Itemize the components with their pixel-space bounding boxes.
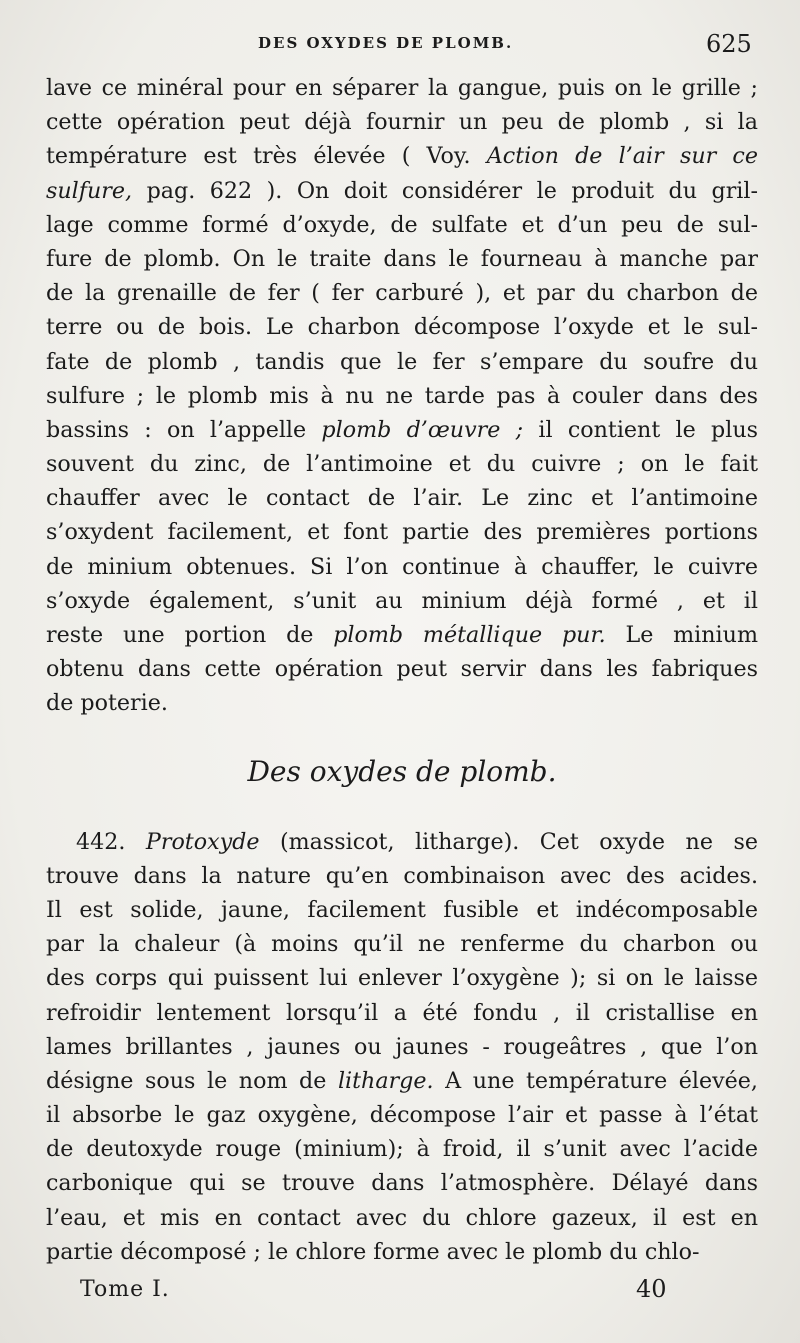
text-line: Il est solide, jaune, facilement fusible et indécomposable bbox=[46, 896, 758, 923]
text-line bbox=[46, 618, 758, 652]
running-title: DES OXYDES DE PLOMB. bbox=[258, 34, 514, 52]
text-segment: A une température élevée, bbox=[433, 1067, 758, 1094]
text-segment: reste une portion de bbox=[46, 622, 334, 648]
text-line bbox=[46, 1064, 758, 1098]
text-line: lage comme formé d’oxyde, de sulfate et d’un peu de sul- bbox=[46, 211, 758, 238]
text-segment: pag. 622 ). On doit considérer le produit du gril- bbox=[132, 177, 758, 204]
text-segment: 442. bbox=[76, 828, 146, 855]
page-header bbox=[0, 30, 800, 64]
italic-segment: sulfure, bbox=[46, 177, 133, 204]
text-line: de deutoxyde rouge (minium); à froid, il s’unit avec l’acide bbox=[46, 1136, 758, 1163]
text-line: refroidir lentement lorsqu’il a été fondu , il cristallise en bbox=[46, 999, 758, 1026]
text-line: s’oxydent facilement, et font partie des premières portions bbox=[46, 519, 758, 546]
text-line: fure de plomb. On le traite dans le fourneau à manche par bbox=[46, 245, 758, 272]
text-line: il absorbe le gaz oxygène, décompose l’air et passe à l’état bbox=[46, 1102, 758, 1129]
text-line: des corps qui puissent lui enlever l’oxygène ); si on le laisse bbox=[46, 965, 758, 992]
italic-segment: litharge. bbox=[337, 1067, 434, 1094]
text-line: lames brillantes , jaunes ou jaunes - rougeâtres , que l’on bbox=[46, 1033, 758, 1060]
text-segment: désigne sous le nom de bbox=[46, 1067, 338, 1094]
text-line: fate de plomb , tandis que le fer s’empare du soufre du bbox=[46, 348, 758, 375]
italic-segment: Protoxyde bbox=[145, 828, 260, 855]
text-line bbox=[46, 174, 758, 208]
page-footer bbox=[0, 1275, 800, 1311]
text-line: lave ce minéral pour en séparer la gangue, puis on le grille ; bbox=[46, 75, 758, 101]
text-line: obtenu dans cette opération peut servir dans les fabriques bbox=[46, 656, 758, 683]
text-line: trouve dans la nature qu’en combinaison avec des acides. bbox=[46, 862, 758, 889]
text-line: de poterie. bbox=[46, 690, 168, 717]
text-segment: bassins : on l’appelle bbox=[46, 416, 322, 443]
text-line: s’oxyde également, s’unit au minium déjà formé , et il bbox=[46, 587, 758, 614]
text-line: sulfure ; le plomb mis à nu ne tarde pas à couler dans des bbox=[46, 382, 758, 409]
text-line: cette opération peut déjà fournir un peu de plomb , si la bbox=[46, 109, 758, 136]
text-line: l’eau, et mis en contact avec du chlore gazeux, il est en bbox=[46, 1204, 758, 1231]
paragraph-2 bbox=[46, 825, 758, 1269]
text-line: carbonique qui se trouve dans l’atmosphère. Délayé dans bbox=[46, 1170, 758, 1197]
text-line: souvent du zinc, de l’antimoine et du cuivre ; on le fait bbox=[46, 451, 758, 478]
text-line bbox=[46, 139, 758, 173]
volume-label: Tome I. bbox=[80, 1277, 170, 1302]
page-number: 625 bbox=[706, 30, 752, 58]
text-line bbox=[46, 825, 758, 859]
italic-segment: plomb d’œuvre ; bbox=[321, 416, 524, 443]
text-line: de la grenaille de fer ( fer carburé ), et par du charbon de bbox=[46, 280, 758, 307]
text-segment: température est très élevée ( Voy. bbox=[46, 143, 487, 170]
text-line: de minium obtenues. Si l’on continue à chauffer, le cuivre bbox=[46, 553, 758, 580]
text-line: partie décomposé ; le chlore forme avec le plomb du chlo- bbox=[46, 1238, 700, 1265]
text-segment: il contient le plus bbox=[523, 416, 758, 443]
italic-segment: Action de l’air sur ce bbox=[486, 143, 758, 170]
paragraph-1 bbox=[46, 71, 758, 721]
italic-segment: plomb métallique pur. bbox=[333, 622, 606, 648]
text-line bbox=[46, 413, 758, 447]
text-line: par la chaleur (à moins qu’il ne renferme du charbon ou bbox=[46, 931, 758, 958]
section-title: Des oxydes de plomb. bbox=[247, 754, 557, 788]
signature-mark: 40 bbox=[636, 1275, 667, 1303]
text-line: terre ou de bois. Le charbon décompose l’oxyde et le sul- bbox=[46, 314, 758, 341]
page-body bbox=[46, 71, 758, 1269]
text-segment: (massicot, litharge). Cet oxyde ne se bbox=[259, 828, 758, 855]
text-line: chauffer avec le contact de l’air. Le zinc et l’antimoine bbox=[46, 485, 758, 512]
text-segment: Le minium bbox=[605, 622, 758, 648]
